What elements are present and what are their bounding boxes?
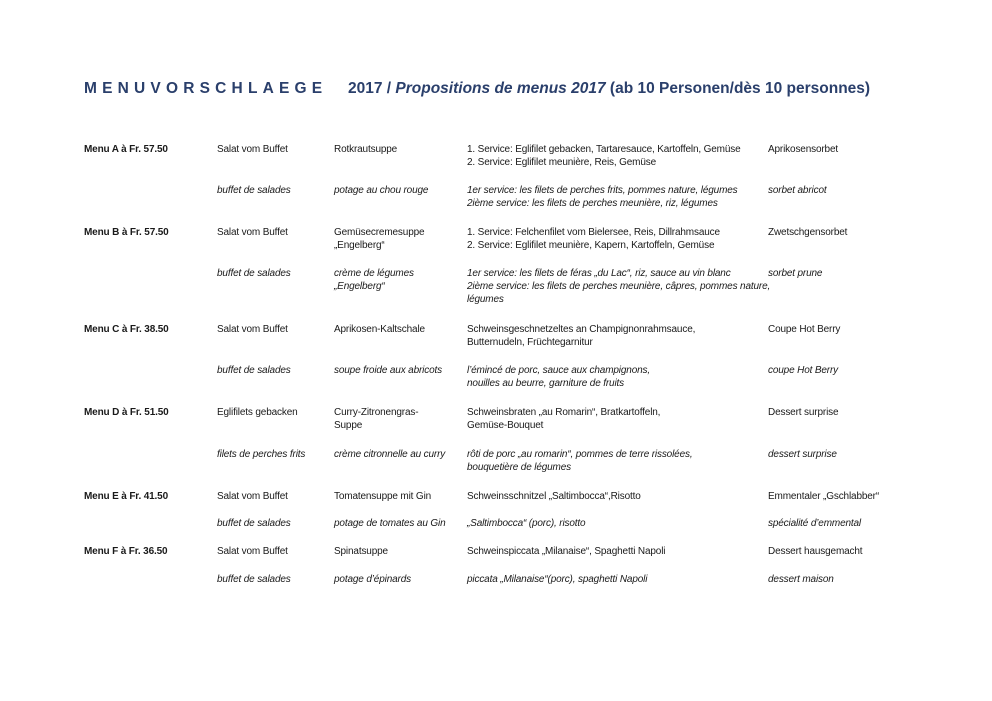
dessert: sorbet prune	[768, 268, 823, 279]
soup-line: Suppe	[334, 420, 363, 431]
title-menuvorschlaege: MENUVORSCHLAEGE	[84, 80, 328, 97]
starter: Salat vom Buffet	[217, 491, 288, 502]
menu-label: Menu B à Fr. 57.50	[84, 227, 169, 238]
main-course	[467, 490, 777, 503]
starter: Eglifilets gebacken	[217, 407, 298, 418]
starter: filets de perches frits	[217, 449, 306, 460]
soup	[334, 490, 456, 503]
menu-label: Menu F à Fr. 36.50	[84, 546, 168, 557]
dessert: Dessert hausgemacht	[768, 546, 863, 557]
dessert: sorbet abricot	[768, 185, 827, 196]
main-course	[467, 323, 777, 349]
menu-label: Menu C à Fr. 38.50	[84, 324, 169, 335]
main-line: nouilles au beurre, garniture de fruits	[467, 378, 625, 389]
soup	[334, 184, 456, 197]
soup-line: Aprikosen-Kaltschale	[334, 324, 425, 335]
soup-line: Gemüsecremesuppe	[334, 227, 425, 238]
main-course	[467, 267, 777, 306]
title-year: 2017 /	[347, 80, 392, 97]
soup	[334, 267, 456, 293]
main-course	[467, 143, 777, 169]
starter: buffet de salades	[217, 518, 291, 529]
main-course	[467, 406, 777, 432]
soup	[334, 517, 456, 530]
dessert: Zwetschgensorbet	[768, 227, 848, 238]
main-line: Butternudeln, Früchtegarnitur	[467, 337, 593, 348]
main-line: „Saltimbocca“ (porc), risotto	[467, 518, 586, 529]
page-title	[84, 80, 870, 98]
soup-line: Spinatsuppe	[334, 546, 388, 557]
menu-label: Menu A à Fr. 57.50	[84, 144, 168, 155]
soup-line: soupe froide aux abricots	[334, 365, 442, 376]
starter: Salat vom Buffet	[217, 227, 288, 238]
soup-line: Rotkrautsuppe	[334, 144, 398, 155]
main-line: Schweinsschnitzel „Saltimbocca“,Risotto	[467, 491, 641, 502]
soup-line: Curry-Zitronengras-	[334, 407, 419, 418]
main-line: bouquetière de légumes	[467, 462, 571, 473]
starter: Salat vom Buffet	[217, 144, 288, 155]
main-line: 1er service: les filets de féras „du Lac“, riz, sauce au vin blanc	[467, 268, 731, 279]
main-line: piccata „Milanaise“(porc), spaghetti Napoli	[467, 574, 648, 585]
main-line: 1. Service: Felchenfilet vom Bielersee, Reis, Dillrahmsauce	[467, 227, 720, 238]
main-line: rôti de porc „au romarin“, pommes de terre rissolées,	[467, 449, 693, 460]
starter: Salat vom Buffet	[217, 324, 288, 335]
soup	[334, 448, 456, 461]
main-course	[467, 184, 777, 210]
soup-line: crème de légumes	[334, 268, 414, 279]
soup	[334, 573, 456, 586]
main-line: Schweinsgeschnetzeltes an Champignonrahmsauce,	[467, 324, 696, 335]
starter: buffet de salades	[217, 365, 291, 376]
soup-line: potage de tomates au Gin	[334, 518, 446, 529]
main-line: l’émincé de porc, sauce aux champignons,	[467, 365, 650, 376]
menu-label: Menu E à Fr. 41.50	[84, 491, 169, 502]
starter: buffet de salades	[217, 268, 291, 279]
soup	[334, 143, 456, 156]
soup	[334, 545, 456, 558]
main-line: 1er service: les filets de perches frits, pommes nature, légumes	[467, 185, 738, 196]
main-line: Schweinsbraten „au Romarin“, Bratkartoffeln,	[467, 407, 661, 418]
soup	[334, 406, 456, 432]
soup-line: „Engelberg“	[334, 240, 385, 251]
main-line: légumes	[467, 294, 504, 305]
dessert: Emmentaler „Gschlabber“	[768, 491, 880, 502]
main-line: 2ième service: les filets de perches meunière, riz, légumes	[467, 198, 718, 209]
dessert: Dessert surprise	[768, 407, 839, 418]
dessert: spécialité d’emmental	[768, 518, 862, 529]
main-line: 1. Service: Eglifilet gebacken, Tartaresauce, Kartoffeln, Gemüse	[467, 144, 741, 155]
dessert: dessert surprise	[768, 449, 837, 460]
main-line: 2. Service: Eglifilet meunière, Kapern, Kartoffeln, Gemüse	[467, 240, 715, 251]
main-course	[467, 573, 777, 586]
main-line: 2ième service: les filets de perches meunière, câpres, pommes nature,	[467, 281, 771, 292]
title-french: Propositions de menus 2017	[395, 80, 606, 97]
soup-line: potage au chou rouge	[334, 185, 429, 196]
main-course	[467, 448, 777, 474]
main-course	[467, 517, 777, 530]
menu-label: Menu D à Fr. 51.50	[84, 407, 169, 418]
dessert: coupe Hot Berry	[768, 365, 839, 376]
starter: Salat vom Buffet	[217, 546, 288, 557]
title-subtitle: (ab 10 Personen/dès 10 personnes)	[609, 80, 871, 97]
soup-line: „Engelberg“	[334, 281, 385, 292]
dessert: Aprikosensorbet	[768, 144, 839, 155]
soup	[334, 226, 456, 252]
soup-line: crème citronnelle au curry	[334, 449, 446, 460]
soup-line: Tomatensuppe mit Gin	[334, 491, 432, 502]
main-course	[467, 226, 777, 252]
main-course	[467, 364, 777, 390]
main-line: 2. Service: Eglifilet meunière, Reis, Gemüse	[467, 157, 657, 168]
main-course	[467, 545, 777, 558]
dessert: dessert maison	[768, 574, 834, 585]
starter: buffet de salades	[217, 185, 291, 196]
dessert: Coupe Hot Berry	[768, 324, 841, 335]
soup-line: potage d’épinards	[334, 574, 411, 585]
starter: buffet de salades	[217, 574, 291, 585]
main-line: Gemüse-Bouquet	[467, 420, 544, 431]
soup	[334, 323, 456, 336]
main-line: Schweinspiccata „Milanaise“, Spaghetti Napoli	[467, 546, 666, 557]
soup	[334, 364, 456, 377]
